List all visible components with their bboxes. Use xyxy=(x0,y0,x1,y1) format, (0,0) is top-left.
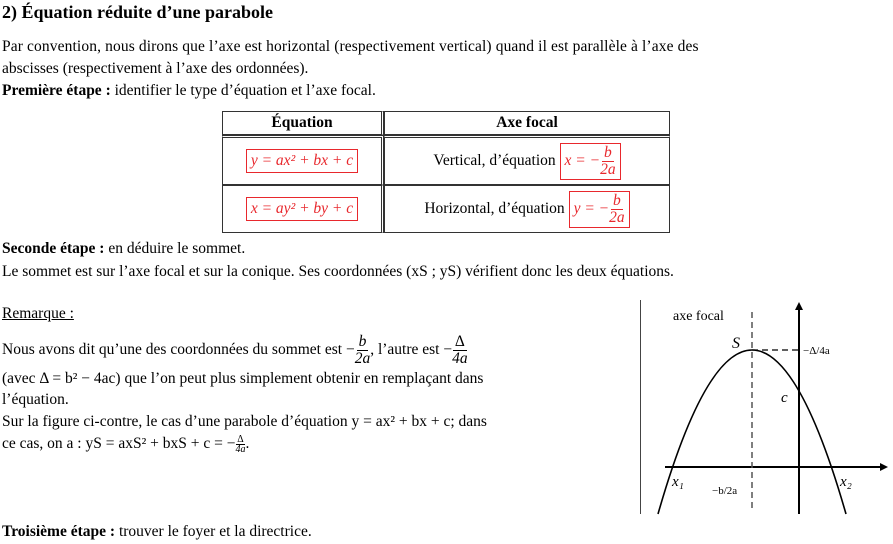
x-axis-arrow-icon xyxy=(880,463,888,471)
remark-line-2: (avec Δ = b² − 4ac) que l’on peut plus simplement obtenir en remplaçant dans xyxy=(2,370,484,387)
remark-line-3: l’équation. xyxy=(2,391,69,408)
x1-label: x₁ xyxy=(672,474,684,490)
table-row xyxy=(222,135,670,185)
axis-cell: Horizontal, d’équation y = − $\frac{b}{2a}$ xyxy=(384,185,670,233)
x2-label: x₂ xyxy=(840,474,852,490)
step2-label: Seconde étape : xyxy=(2,240,105,257)
step2-line-2: Le sommet est sur l’axe focal et sur la conique. Ses coordonnées (xS ; yS) vérifient donc les deux équations. xyxy=(2,263,674,280)
axe-focal-label: axe focal xyxy=(673,309,724,324)
table-row xyxy=(222,185,670,233)
step2-paragraph xyxy=(2,239,245,258)
equation-cell xyxy=(222,135,384,185)
axis-text: Horizontal, d’équation xyxy=(424,199,565,217)
equation-cell xyxy=(222,185,384,233)
step3-paragraph xyxy=(2,522,312,541)
step3-text: trouver le foyer et la directrice. xyxy=(118,523,312,540)
y-axis-arrow-icon xyxy=(795,302,803,310)
remark-line-1: Nous avons dit qu’une des coordonnées du sommet est − $\frac{b}{2a}$ , l’autre est − $\frac{\Delta}{4a}$ xyxy=(2,333,468,367)
header-equation: Équation xyxy=(222,111,384,135)
header-axe-focal: Axe focal xyxy=(384,111,670,135)
vertex-x-label: −b/2a xyxy=(712,485,738,497)
equation-table xyxy=(222,111,670,233)
equation-value: y = ax² + bx + c xyxy=(250,152,354,169)
intro-line-1: Par convention, nous dirons que l’axe est horizontal (respectivement vertical) quand il est parallèle à l’axe des xyxy=(2,38,699,55)
remark-line-4: Sur la figure ci-contre, le cas d’une parabole d’équation y = ax² + bx + c; dans xyxy=(2,413,487,430)
axis-cell: Vertical, d’équation x = − $\frac{b}{2a}$ xyxy=(384,135,670,185)
equation-value: x = ay² + by + c xyxy=(250,200,354,217)
axis-text: Vertical, d’équation xyxy=(433,151,556,169)
c-label: c xyxy=(781,390,788,406)
parabola-figure xyxy=(641,296,893,520)
step1-label: Première étape : xyxy=(2,82,111,99)
step3-label: Troisième étape : xyxy=(2,523,116,540)
vertex-label: S xyxy=(732,335,740,352)
step2-text: en déduire le sommet. xyxy=(108,240,246,257)
step1-paragraph xyxy=(2,81,376,100)
intro-line-2: abscisses (respectivement à l’axe des ordonnées). xyxy=(2,60,309,77)
step1-text: identifier le type d’équation et l’axe focal. xyxy=(114,82,376,99)
section-title: 2) Équation réduite d’une parabole xyxy=(2,2,274,22)
remark-line-5: ce cas, on a : yS = axS² + bxS + c = − $\frac{\Delta}{4a}$ . xyxy=(2,433,250,455)
table-header-row xyxy=(222,111,670,135)
vertex-y-label: −Δ/4a xyxy=(803,345,830,357)
remark-title: Remarque : xyxy=(2,305,74,322)
